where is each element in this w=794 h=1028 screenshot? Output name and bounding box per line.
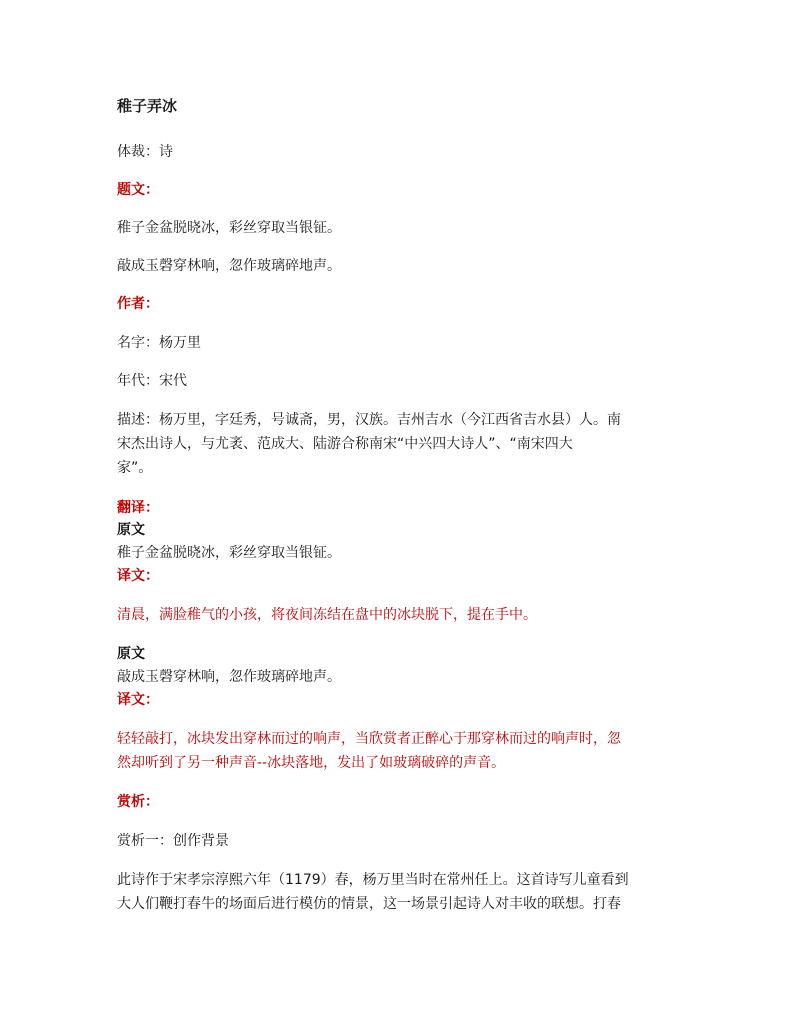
author-era: 年代：宋代 — [117, 373, 187, 389]
translation-heading: 翻译： — [117, 500, 159, 516]
appreciation-paragraph — [117, 868, 687, 916]
poem-line-2: 敲成玉磬穿林响，忽作玻璃碎地声。 — [117, 258, 341, 274]
translation-label-2: 译文： — [117, 692, 159, 708]
appreciation-line-1: 此诗作于宋孝宗淳熙六年（1179）春，杨万里当时在常州任上。这首诗写儿童看到 — [117, 872, 629, 888]
original-text-1: 稚子金盆脱晓冰，彩丝穿取当银钲。 — [117, 545, 341, 561]
appreciation-line-2: 大人们鞭打春牛的场面后进行模仿的情景，这一场景引起诗人对丰收的联想。打春 — [117, 896, 621, 912]
translation-text-1: 清晨，满脸稚气的小孩，将夜间冻结在盘中的冰块脱下，提在手中。 — [117, 607, 537, 623]
poem-line-1: 稚子金盆脱晓冰，彩丝穿取当银钲。 — [117, 220, 341, 236]
appreciation-heading: 赏析： — [117, 794, 159, 810]
original-text-2: 敲成玉磬穿林响，忽作玻璃碎地声。 — [117, 669, 341, 685]
translation-text-2-line-1: 轻轻敲打，冰块发出穿林而过的响声，当欣赏者正醉心于那穿林而过的响声时，忽 — [117, 731, 621, 747]
poem-heading: 题文： — [117, 182, 159, 198]
appreciation-subheading: 赏析一：创作背景 — [117, 833, 229, 849]
translation-text-2-line-2: 然却听到了另一种声音--冰块落地，发出了如玻璃破碎的声音。 — [117, 755, 506, 771]
author-desc-line-3: 家”。 — [117, 460, 153, 476]
translation-label-1: 译文： — [117, 568, 159, 584]
author-description — [117, 408, 687, 480]
genre-line: 体裁：诗 — [117, 144, 173, 160]
original-label-1: 原文 — [117, 522, 145, 538]
author-desc-line-2: 宋杰出诗人，与尤袤、范成大、陆游合称南宋“中兴四大诗人”、“南宋四大 — [117, 436, 573, 452]
poem-title: 稚子弄冰 — [117, 97, 178, 115]
translation-text-2 — [117, 727, 687, 775]
author-heading: 作者： — [117, 296, 159, 312]
original-label-2: 原文 — [117, 646, 145, 662]
author-desc-line-1: 描述：杨万里，字廷秀，号诚斋，男，汉族。吉州吉水（今江西省吉水县）人。南 — [117, 412, 621, 428]
author-name: 名字：杨万里 — [117, 335, 201, 351]
